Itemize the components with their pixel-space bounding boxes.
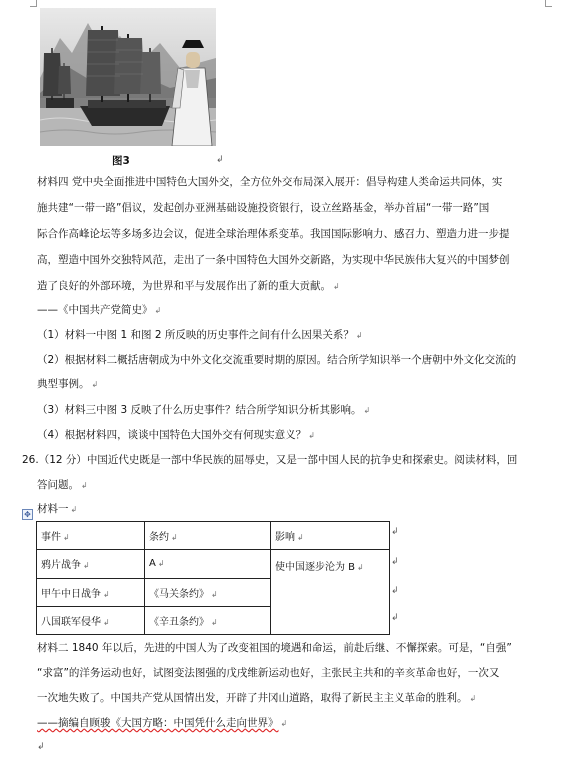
table-cell: A ↲ (145, 550, 271, 578)
table-move-handle-icon[interactable]: ✥ (22, 509, 33, 520)
question-text: （4）根据材料四，谈谈中国特色大国外交有何现实意义？ (37, 429, 307, 441)
material2-line: “求富”的洋务运动也好，试图变法图强的戊戌维新运动也好，主张民主共和的辛亥革命也好，一次又 (37, 667, 500, 679)
paragraph-mark: ↲ (81, 481, 88, 490)
table-cell: 《马关条约》 ↲ (145, 578, 271, 606)
paragraph-mark: ↲ (280, 719, 288, 728)
question-2: （2）根据材料二概括唐朝成为中外文化交流重要时期的原因。结合所学知识举一个唐朝中外文化交流的 (37, 354, 517, 366)
paragraph-mark: ↲ (333, 282, 340, 291)
table-header-cell: 条约 ↲ (145, 522, 271, 550)
q26-line: 26.（12 分）中国近代史既是一部中华民族的屈辱史，又是一部中国人民的抗争史和探索史。阅读材料，回 (22, 454, 518, 466)
question-1 (37, 328, 363, 343)
material4-line: 际合作高峰论坛等多场多边会议，促进全球治理体系变革。我国国际影响力、感召力、塑造力进一步提 (37, 228, 510, 240)
material4-line: 材料四 党中央全面推进中国特色大国外交，全方位外交布局深入展开：倡导构建人类命运共同体，实 (37, 176, 503, 188)
table-header-cell: 事件 ↲ (37, 522, 145, 550)
material4-line: 施共建“一带一路”倡议，发起创办亚洲基础设施投资银行，设立丝路基金，举办首届“一带一路”国 (37, 202, 490, 214)
material2-line: 材料二 1840 年以后，先进的中国人为了改变祖国的境遇和命运，前赴后继、不懈探索。可是，“自强” (37, 642, 512, 654)
table-cell: 鸦片战争 ↲ (37, 550, 145, 578)
table-header-cell: 影响 ↲ (271, 522, 390, 550)
page-corner-mark (30, 0, 37, 7)
material1-label-text: 材料一 (37, 503, 69, 515)
material2-text: 一次地失败了。中国共产党从国情出发，开辟了井冈山道路，取得了新民主主义革命的胜利。 (37, 692, 468, 704)
row-end-mark: ↲ (391, 557, 399, 567)
paragraph-mark: ↲ (355, 331, 363, 340)
paragraph-mark: ↲ (91, 380, 99, 389)
question-text: （3）材料三中图 3 反映了什么历史事件？结合所学知识分析其影响。 (37, 404, 362, 416)
row-end-mark: ↲ (391, 527, 399, 537)
material2-source-text: ——摘编自顾骏《大国方略：中国凭什么走向世界》 (37, 717, 279, 729)
figure-zheng-he-ships (40, 8, 216, 146)
material2-line-last (37, 691, 476, 706)
table-cell: 《辛丑条约》 ↲ (145, 606, 271, 634)
table-header-row (37, 522, 390, 550)
paragraph-mark: ↲ (363, 406, 371, 415)
table-cell: 甲午中日战争 ↲ (37, 578, 145, 606)
question-2-cont (37, 377, 98, 392)
q26-line-cont (37, 478, 88, 493)
table-row (37, 550, 390, 578)
question-3 (37, 403, 370, 418)
material4-source (37, 303, 161, 318)
material4-last-line: 造了良好的外部环境，为世界和平与发展作出了新的重大贡献。 (37, 280, 331, 292)
question-text: 典型事例。 (37, 378, 90, 390)
events-table (36, 521, 390, 635)
page-corner-mark (545, 0, 552, 7)
question-4 (37, 428, 315, 443)
paragraph-mark: ↲ (37, 742, 45, 752)
material1-label (37, 502, 77, 517)
table-cell: 八国联军侵华 ↲ (37, 606, 145, 634)
paragraph-mark: ↲ (216, 155, 224, 165)
question-text: （1）材料一中图 1 和图 2 所反映的历史事件之间有什么因果关系？ (37, 329, 354, 341)
paragraph-mark: ↲ (70, 505, 78, 514)
material4-line: 高，塑造中国外交独特风范，走出了一条中国特色大国外交新路，为实现中华民族伟大复兴的中国梦创 (37, 254, 510, 266)
material4-source-text: ——《中国共产党简史》 (37, 304, 153, 316)
paragraph-mark: ↲ (154, 306, 162, 315)
paragraph-mark: ↲ (469, 694, 477, 703)
material2-source (37, 716, 287, 731)
figure-caption: 图3 (112, 155, 130, 167)
row-end-mark: ↲ (391, 586, 399, 596)
row-end-mark: ↲ (391, 613, 399, 623)
paragraph-mark: ↲ (308, 431, 315, 440)
q26-text: 答问题。 (37, 479, 79, 491)
ships-illustration (40, 8, 216, 146)
material4-line (37, 279, 340, 294)
table-cell-influence: 使中国逐步沦为 B ↲ (271, 550, 390, 635)
